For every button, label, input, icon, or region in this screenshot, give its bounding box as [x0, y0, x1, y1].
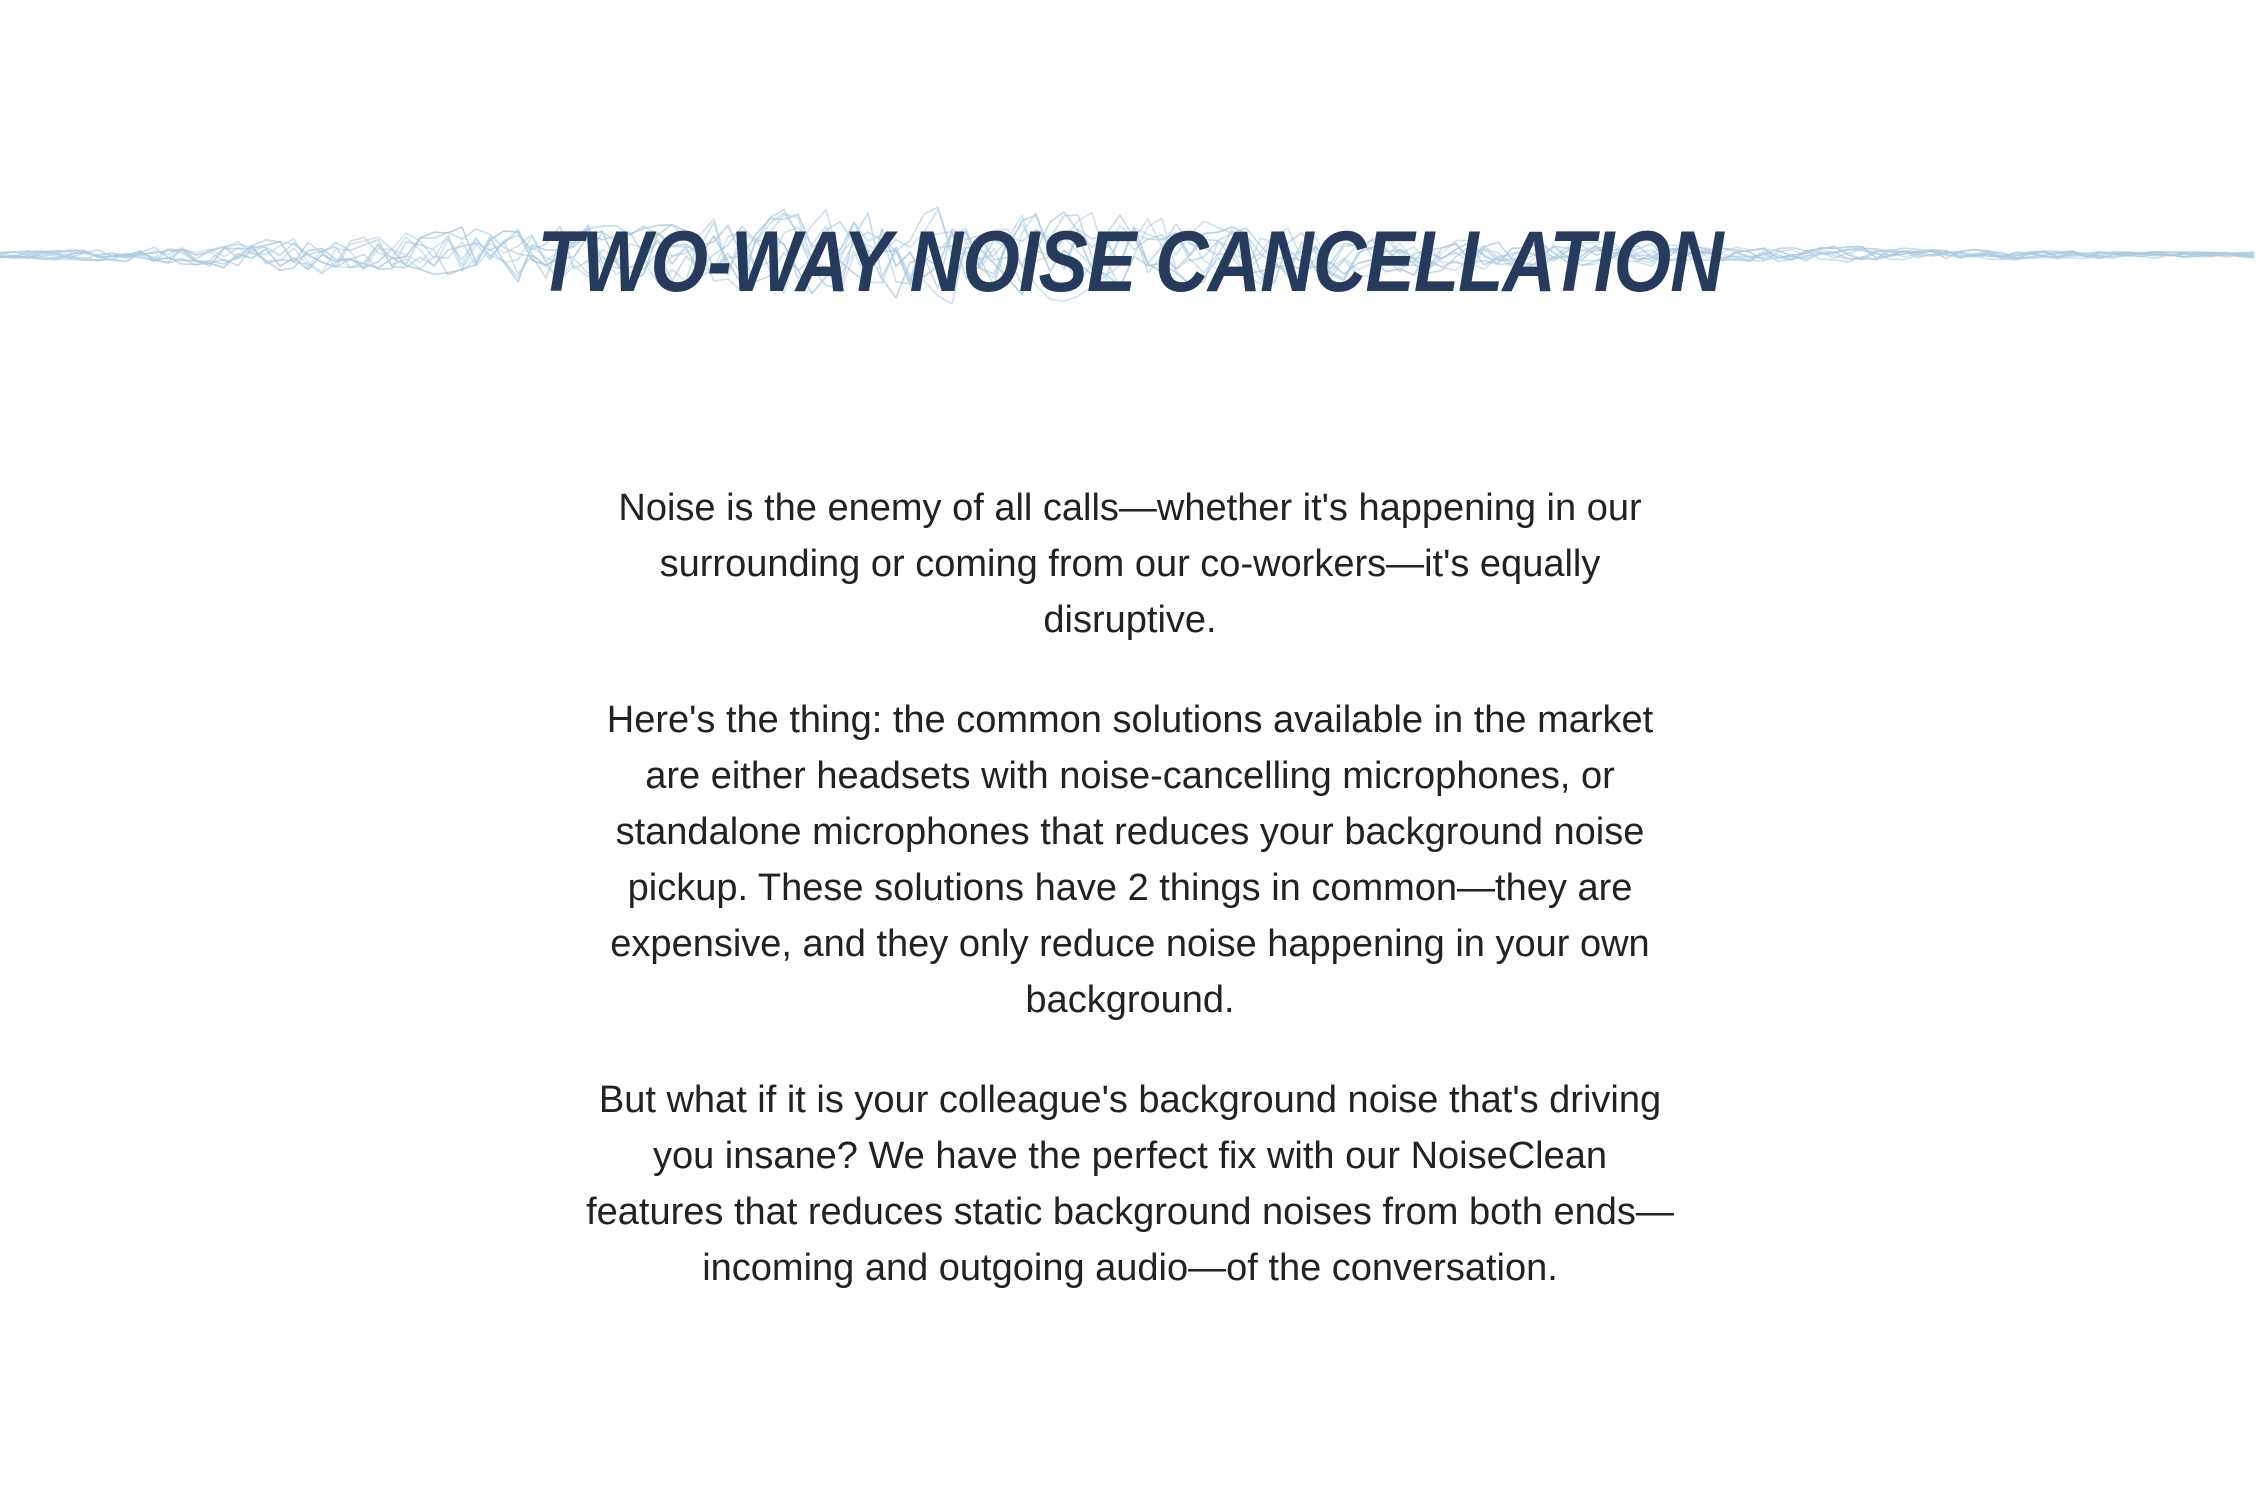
paragraph-intro: Noise is the enemy of all calls—whether it's happening in our surrounding or coming from our co-workers—it's equally disruptive. [618, 487, 1642, 641]
section-header [0, 150, 2260, 380]
section-body [580, 480, 1680, 1340]
paragraph-noiseclean: But what if it is your colleague's background noise that's driving you insane? We have the perfect fix with our NoiseClean features that reduces static background noises from both ends—incoming and outgoing audio—of the conversation. [586, 1079, 1674, 1289]
paragraph-market-solutions: Here's the thing: the common solutions available in the market are either headsets with noise-cancelling microphones, or standalone microphones that reduces your background noise pickup. These solutions have 2 things in common—they are expensive, and they only reduce noise happening in your own background. [606, 699, 1654, 1021]
section-title: TWO-WAY NOISE CANCELLATION [537, 214, 1723, 310]
